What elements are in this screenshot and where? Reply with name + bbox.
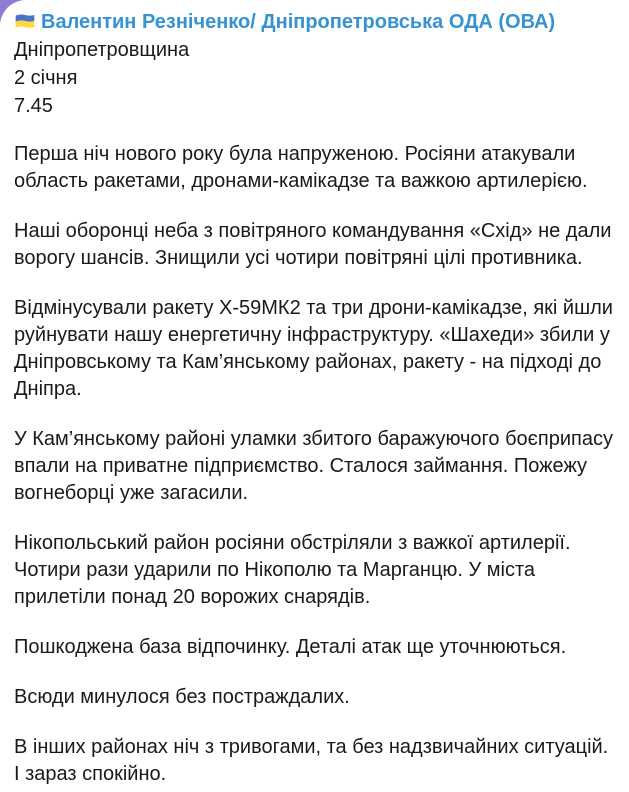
message-paragraph: Нікопольський район росіяни обстріляли з важкої артилерії. Чотири рази ударили по Нікополю та Марганцю. У міста прилетіли понад 20 ворожих снарядів. bbox=[14, 532, 571, 608]
message-paragraph: Всюди минулося без постраждалих. bbox=[14, 686, 350, 708]
message-paragraph: Пошкоджена база відпочинку. Деталі атак ще уточнюються. bbox=[14, 636, 567, 658]
region-label: Дніпропетровщина bbox=[14, 39, 190, 61]
date-label: 2 січня bbox=[14, 67, 78, 89]
message-body bbox=[14, 141, 619, 788]
message-paragraph: В інших районах ніч з тривогами, та без надзвичайних ситуацій. І зараз спокійно. bbox=[14, 736, 609, 785]
time-label: 7.45 bbox=[14, 95, 53, 117]
message-paragraph: У Кам’янському районі уламки збитого баражуючого боєприпасу впали на приватне підприємство. Сталося займання. Пожежу вогнеборці уже загасили. bbox=[14, 428, 613, 504]
message-paragraph: Наші оборонці неба з повітряного командування «Схід» не дали ворогу шансів. Знищили усі чотири повітряні цілі противника. bbox=[14, 220, 612, 269]
message-header bbox=[14, 8, 619, 120]
message-paragraph: Відмінусували ракету Х-59МК2 та три дрони-камікадзе, які йшли руйнувати нашу енергетичну інфраструктуру. «Шахеди» збили у Дніпровському та Кам’янському районах, ракету - на підході до Дніпра. bbox=[14, 297, 613, 400]
channel-name-line bbox=[14, 8, 619, 36]
message-paragraph: Перша ніч нового року була напруженою. Росіяни атакували область ракетами, дронами-камікадзе та важкою артилерією. bbox=[14, 143, 588, 192]
ukraine-flag-icon bbox=[14, 9, 36, 25]
channel-name-link[interactable]: Валентин Резніченко/ Дніпропетровська ОДА (ОВА) bbox=[41, 11, 556, 33]
